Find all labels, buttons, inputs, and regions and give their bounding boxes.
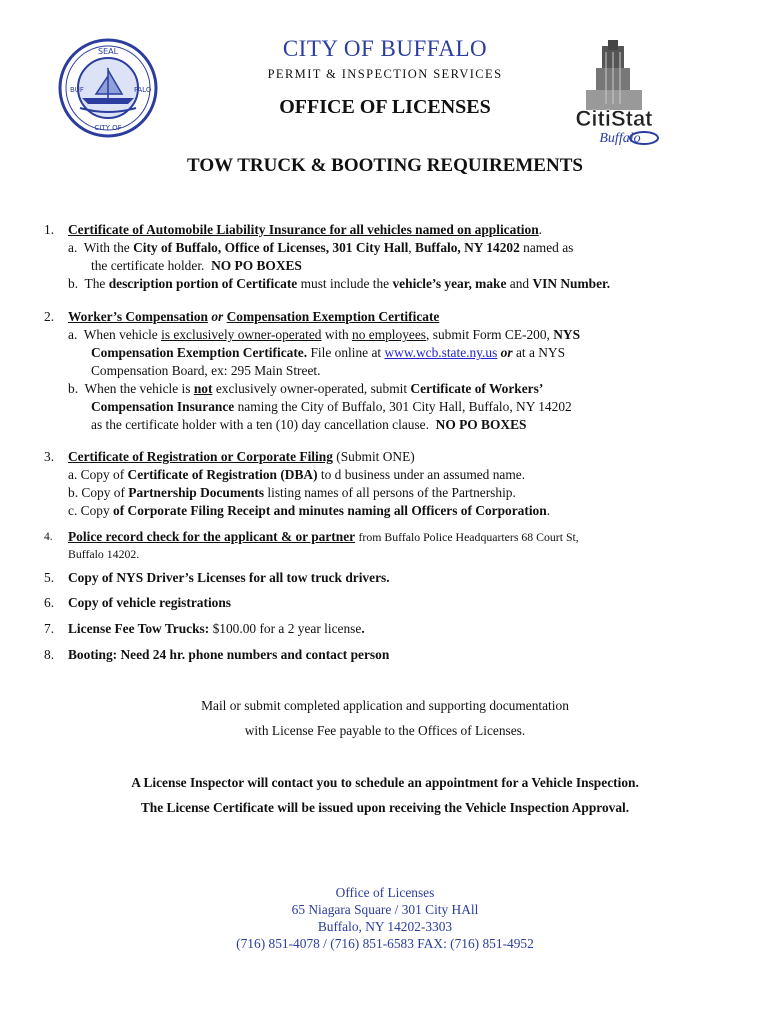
inspection-notice-line-1: A License Inspector will contact you to schedule an appointment for a Vehicle Inspection. (131, 775, 639, 790)
svg-text:BUF: BUF (70, 86, 84, 94)
svg-text:CITY OF: CITY OF (94, 124, 122, 132)
footer-phone-fax: (716) 851-4078 / (716) 851-6583 FAX: (716) 851-4952 (236, 936, 534, 951)
requirement-2a: a. When vehicle is exclusively owner-operated with no employees, submit Form CE-200, NYS (68, 327, 581, 342)
requirement-3b: b. Copy of Partnership Documents listing names of all persons of the Partnership. (68, 485, 516, 500)
requirement-2a-cont: Compensation Exemption Certificate. File online at www.wcb.state.ny.us or at a NYS (91, 345, 566, 360)
requirement-4-cont: Buffalo 14202. (68, 547, 140, 561)
footer-office: Office of Licenses (335, 885, 435, 900)
department-heading: PERMIT & INSPECTION SERVICES (267, 67, 503, 81)
requirement-2b-cont: Compensation Insurance naming the City of Buffalo, 301 City Hall, Buffalo, NY 14202 (91, 399, 572, 414)
requirement-3c: c. Copy of Corporate Filing Receipt and minutes naming all Officers of Corporation. (68, 503, 551, 518)
mail-instructions-line-2: with License Fee payable to the Offices of Licenses. (244, 723, 526, 738)
svg-text:FALO: FALO (134, 86, 152, 94)
svg-text:SEAL: SEAL (97, 47, 119, 56)
requirement-1b: b. The description portion of Certificate must include the vehicle’s year, make and VIN Number. (68, 276, 611, 291)
inspection-notice-line-2: The License Certificate will be issued upon receiving the Vehicle Inspection Approval. (140, 800, 630, 815)
page-title: TOW TRUCK & BOOTING REQUIREMENTS (187, 155, 583, 176)
requirement-3a: a. Copy of Certificate of Registration (DBA) to d business under an assumed name. (68, 467, 526, 482)
office-heading: OFFICE OF LICENSES (279, 96, 491, 118)
city-heading: CITY OF BUFFALO (282, 36, 488, 61)
mail-instructions-line-1: Mail or submit completed application and supporting documentation (201, 698, 569, 713)
requirement-2a-cont2: Compensation Board, ex: 295 Main Street. (91, 363, 321, 378)
footer-address: 65 Niagara Square / 301 City HAll (291, 902, 479, 917)
requirement-1a: a. With the City of Buffalo, Office of Licenses, 301 City Hall, Buffalo, NY 14202 named as (68, 240, 574, 255)
svg-text:CitiStat: CitiStat (575, 106, 653, 131)
svg-text:Buffalo: Buffalo (599, 131, 641, 146)
requirement-2b-cont2: as the certificate holder with a ten (10) day cancellation clause. NO PO BOXES (91, 417, 527, 432)
footer-city-zip: Buffalo, NY 14202-3303 (317, 919, 453, 934)
requirement-1a-cont: the certificate holder. NO PO BOXES (91, 258, 302, 273)
requirement-2b: b. When the vehicle is not exclusively owner-operated, submit Certificate of Workers’ (68, 381, 544, 396)
wcb-website-link[interactable]: www.wcb.state.ny.us (384, 345, 498, 360)
